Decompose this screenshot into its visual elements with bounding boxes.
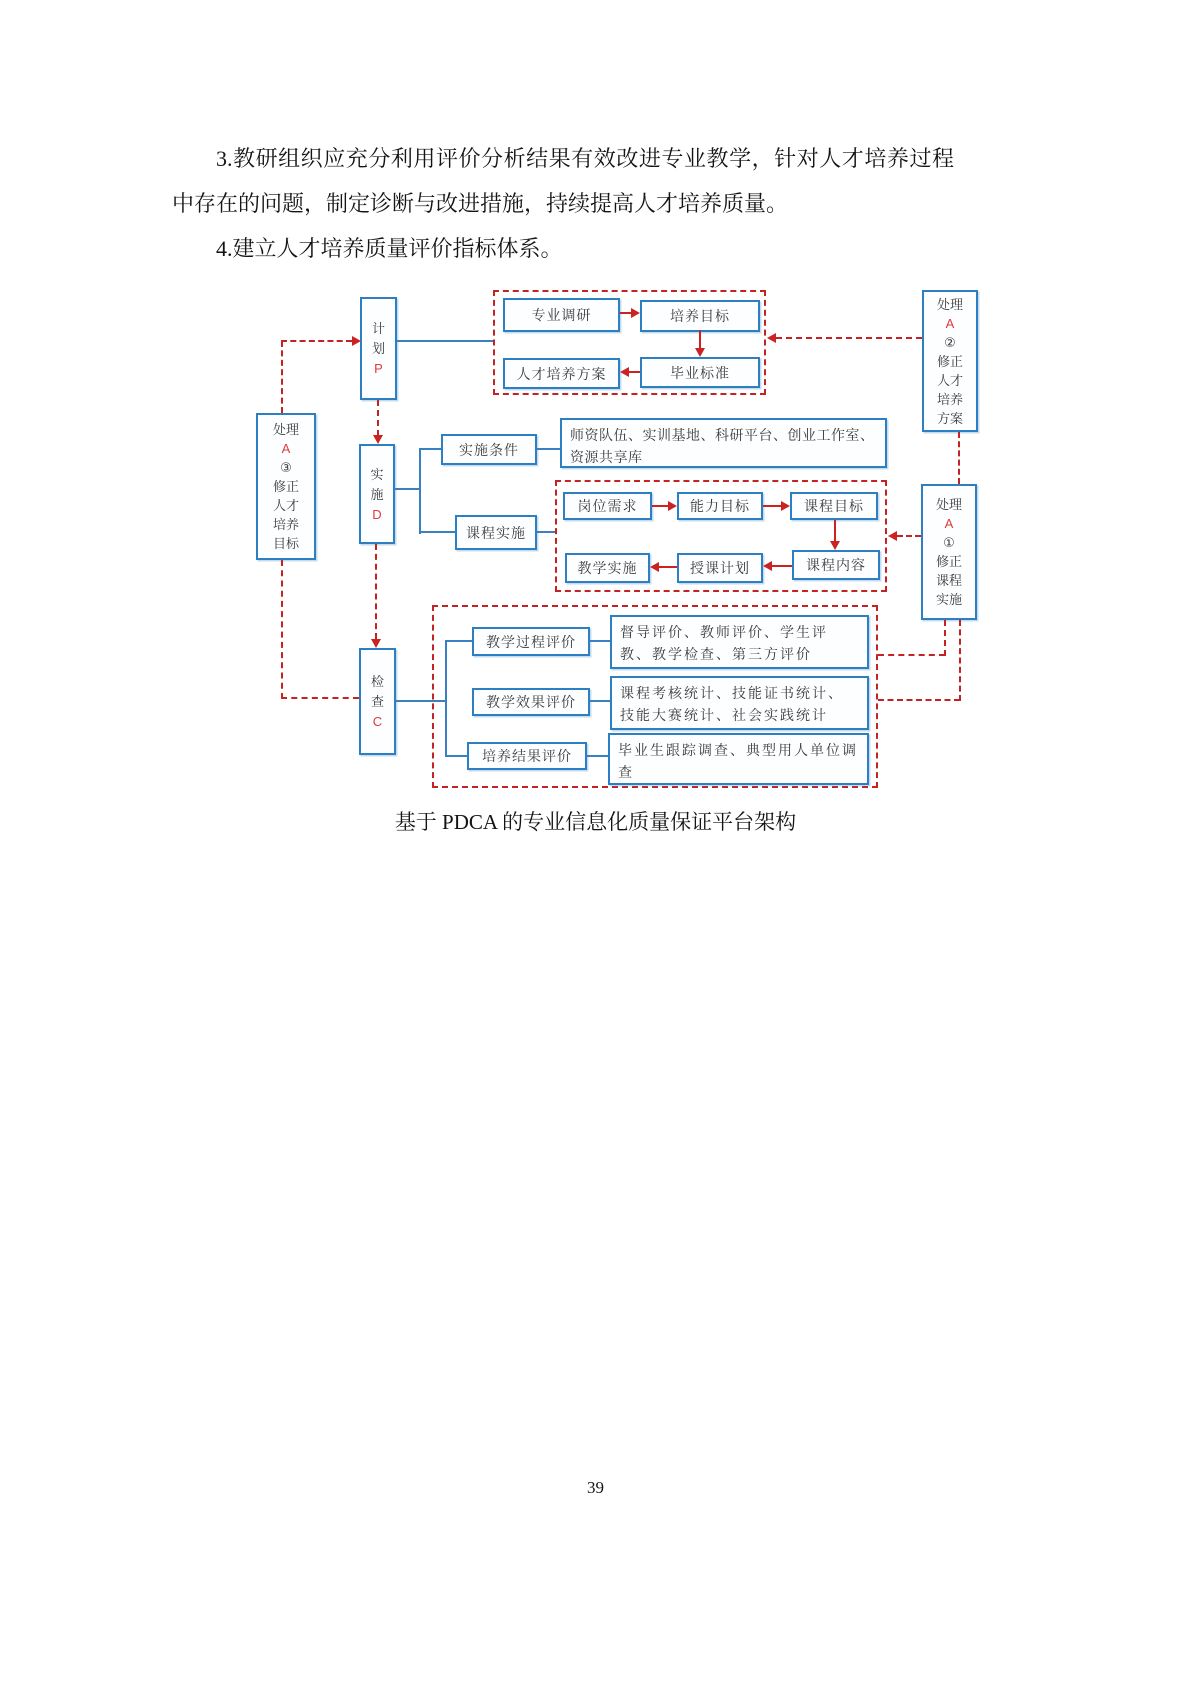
dashed-eval-a1-h1 [878, 654, 945, 656]
act-a1-box [921, 484, 977, 620]
pdca-check-box [359, 648, 396, 755]
arrow-standard-scheme [629, 371, 640, 373]
do-label: 实施 [370, 466, 384, 502]
check-letter: C [372, 714, 383, 729]
act-a3-desc: 修正人才培养目标 [272, 479, 299, 551]
impl-resources-box: 师资队伍、实训基地、科研平台、创业工作室、资源共享库 [560, 418, 887, 468]
arrowhead [631, 308, 640, 318]
pdca-do-box [359, 444, 395, 544]
arrowhead [373, 435, 383, 444]
connector-process-items [590, 640, 610, 642]
arrowhead [763, 561, 772, 571]
plan-scheme-box: 人才培养方案 [503, 358, 620, 389]
dashed-a3-plan [281, 340, 352, 342]
arrowhead [668, 501, 677, 511]
connector-courseimpl-group [537, 531, 555, 533]
figure-caption: 基于 PDCA 的专业信息化质量保证平台架构 [394, 810, 797, 834]
act-a3-box [256, 413, 316, 560]
connector-do-bracket [419, 448, 421, 534]
connector-check-bottom [445, 755, 467, 757]
connector-result-items [587, 755, 608, 757]
arrowhead [650, 562, 659, 572]
act-a3-num: ③ [280, 460, 292, 475]
act-a1-title: 处理 [935, 497, 962, 512]
arrow-coursegoal-content [834, 520, 836, 541]
dashed-check-a3 [281, 697, 359, 699]
dashed-a3-down [281, 560, 283, 699]
effect-items-box: 课程考核统计、技能证书统计、技能大赛统计、社会实践统计 [610, 676, 869, 730]
act-a1-desc: 修正课程实施 [935, 554, 962, 607]
connector-condition-resources [537, 448, 560, 450]
ability-goal-box: 能力目标 [677, 492, 763, 520]
act-a2-title: 处理 [936, 296, 963, 312]
result-items-box: 毕业生跟踪调查、典型用人单位调查 [608, 733, 869, 785]
arrowhead [352, 336, 361, 346]
plan-goal-box: 培养目标 [640, 300, 760, 332]
impl-condition-box: 实施条件 [441, 434, 537, 465]
act-a3-title: 处理 [272, 422, 299, 437]
arrowhead [767, 333, 776, 343]
post-need-box: 岗位需求 [563, 492, 652, 520]
arrowhead [888, 531, 897, 541]
arrow-post-ability [652, 505, 668, 507]
paragraph-4: 4.建立人才培养质量评价指标体系。 [216, 236, 563, 261]
dashed-eval-a1-v2 [959, 620, 961, 701]
plan-survey-box: 专业调研 [503, 298, 620, 332]
connector-check-bracket [445, 640, 447, 757]
arrowhead [830, 541, 840, 550]
connector-do-bottom [419, 531, 455, 533]
act-a2-letter: A [945, 315, 955, 331]
effect-eval-box: 教学效果评价 [472, 688, 590, 716]
arrow-content-plan [772, 565, 792, 567]
process-items-box: 督导评价、教师评价、学生评教、教学检查、第三方评价 [610, 615, 869, 669]
result-eval-box: 培养结果评价 [467, 742, 587, 770]
course-content-box: 课程内容 [792, 550, 880, 580]
page-number: 39 [587, 1478, 604, 1497]
plan-label: 计划 [371, 321, 385, 356]
dashed-a1-coursegroup [897, 535, 921, 537]
act-a1-letter: A [944, 516, 954, 531]
teach-plan-box: 授课计划 [677, 553, 763, 583]
dashed-a2-plangroup [776, 337, 922, 339]
connector-plan-to-group [397, 340, 493, 342]
course-impl-box: 课程实施 [455, 515, 537, 550]
act-a1-num: ① [943, 535, 955, 550]
arrowhead [695, 348, 705, 357]
arrow-survey-goal [620, 312, 631, 314]
pdca-plan-box [360, 297, 397, 400]
dashed-do-check [375, 544, 377, 639]
arrow-plan-impl [659, 566, 677, 568]
teach-impl-box: 教学实施 [565, 553, 650, 583]
act-a3-letter: A [281, 441, 291, 456]
plan-standard-box: 毕业标准 [640, 357, 760, 388]
act-a2-box [922, 290, 978, 432]
connector-effect-items [590, 700, 610, 702]
connector-do-stub [394, 488, 420, 490]
check-label: 检查 [370, 674, 384, 709]
connector-check-top [445, 640, 472, 642]
do-letter: D [372, 506, 382, 522]
paragraph-3: 3.教研组织应充分利用评价分析结果有效改进专业教学，针对人才培养过程中存在的问题，制定诊断与改进措施，持续提高人才培养质量。 [172, 146, 954, 216]
arrow-goal-standard [699, 330, 701, 349]
dashed-a2-a1 [958, 432, 960, 484]
act-a2-desc: 修正人才培养方案 [936, 353, 963, 426]
dashed-a3-up [281, 341, 283, 413]
dashed-eval-a1-v1 [944, 620, 946, 656]
process-eval-box: 教学过程评价 [472, 627, 590, 656]
arrow-ability-coursegoal [763, 505, 781, 507]
dashed-eval-a1-h2 [878, 699, 960, 701]
dashed-plan-do [377, 400, 379, 436]
act-a2-num: ② [944, 334, 956, 350]
arrowhead [620, 367, 629, 377]
arrowhead [781, 501, 790, 511]
plan-letter: P [374, 361, 383, 376]
arrowhead [371, 639, 381, 648]
connector-check-stub [396, 700, 446, 702]
connector-do-top [419, 448, 441, 450]
course-goal-box: 课程目标 [790, 492, 878, 520]
